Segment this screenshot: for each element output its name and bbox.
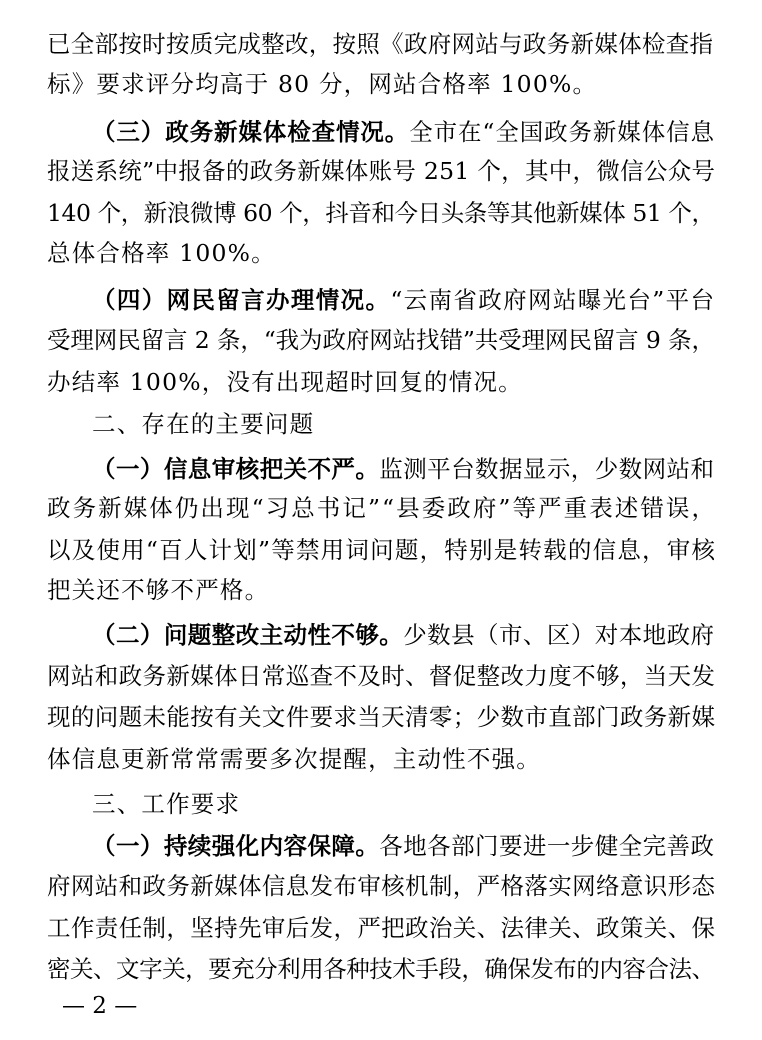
text-line	[47, 745, 541, 773]
text-line	[47, 662, 715, 690]
text-line	[47, 872, 715, 900]
text-line	[47, 914, 715, 942]
text-segment: 体信息更新常常需要多次提醒，主动性不强。	[47, 745, 541, 773]
text-line	[92, 286, 715, 314]
paragraph-lead: （三）政务新媒体检查情况。	[92, 118, 410, 146]
text-segment: 以及使用“百人计划”等禁用词问题，特别是转载的信息，审核	[47, 536, 717, 564]
text-segment: 受理网民留言 2 条，“我为政府网站找错”共受理网民留言 9 条，	[47, 326, 715, 354]
text-segment: 总体合格率 100%。	[47, 239, 276, 267]
text-line	[47, 70, 597, 98]
paragraph-lead: （一）持续强化内容保障。	[92, 832, 380, 860]
paragraph-lead: （一）信息审核把关不严。	[92, 455, 380, 483]
text-segment: 府网站和政务新媒体信息发布审核机制，严格落实网络意识形态	[47, 872, 716, 900]
section-heading: 二、存在的主要问题	[92, 410, 315, 438]
text-segment: 全市在“全国政务新媒体信息	[409, 118, 715, 146]
paragraph-lead: （二）问题整改主动性不够。	[92, 621, 404, 649]
text-line	[47, 576, 269, 604]
text-segment: 少数县（市、区）对本地政府	[403, 621, 715, 649]
text-segment: 监测平台数据显示，少数网站和	[379, 455, 715, 483]
text-line	[47, 955, 715, 983]
text-line	[92, 410, 314, 438]
text-segment: 各地各部门要进一步健全完善政	[379, 832, 715, 860]
text-segment: 网站和政务新媒体日常巡查不及时、督促整改力度不够，当天发	[47, 662, 716, 690]
text-segment: 政务新媒体仍出现“习总书记”“县委政府”等严重表述错误，	[47, 494, 718, 522]
paragraph-lead: （四）网民留言办理情况。	[92, 286, 391, 314]
text-segment: 报送系统”中报备的政务新媒体账号 251 个，其中，微信公众号	[47, 157, 716, 185]
text-segment: 已全部按时按质完成整改，按照《政府网站与政务新媒体检查指	[47, 30, 714, 58]
text-segment: “云南省政府网站曝光台”平台	[390, 286, 716, 314]
text-segment: 密关、文字关，要充分利用各种技术手段，确保发布的内容合法、	[47, 955, 715, 983]
text-line	[47, 368, 523, 396]
section-heading: 三、工作要求	[92, 790, 241, 818]
text-line	[92, 832, 714, 860]
text-line	[47, 199, 715, 227]
text-line	[92, 455, 714, 483]
text-line	[47, 703, 715, 731]
text-line	[47, 326, 715, 354]
text-segment: 办结率 100%，没有出现超时回复的情况。	[47, 368, 523, 396]
text-line	[92, 790, 240, 818]
text-segment: 现的问题未能按有关文件要求当天清零；少数市直部门政务新媒	[47, 703, 716, 731]
text-segment: 140 个，新浪微博 60 个，抖音和今日头条等其他新媒体 51 个，	[47, 199, 715, 227]
text-segment: 工作责任制，坚持先审后发，严把政治关、法律关、政策关、保	[47, 914, 716, 942]
text-segment: 标》要求评分均高于 80 分，网站合格率 100%。	[47, 70, 598, 98]
text-line	[92, 118, 715, 146]
text-line	[47, 30, 713, 58]
page-number: — 2 —	[62, 993, 138, 1019]
text-line	[47, 157, 715, 185]
text-line	[47, 239, 276, 267]
text-segment: 把关还不够不严格。	[47, 576, 270, 604]
text-line	[92, 621, 714, 649]
text-line	[47, 536, 716, 564]
text-line	[47, 494, 717, 522]
